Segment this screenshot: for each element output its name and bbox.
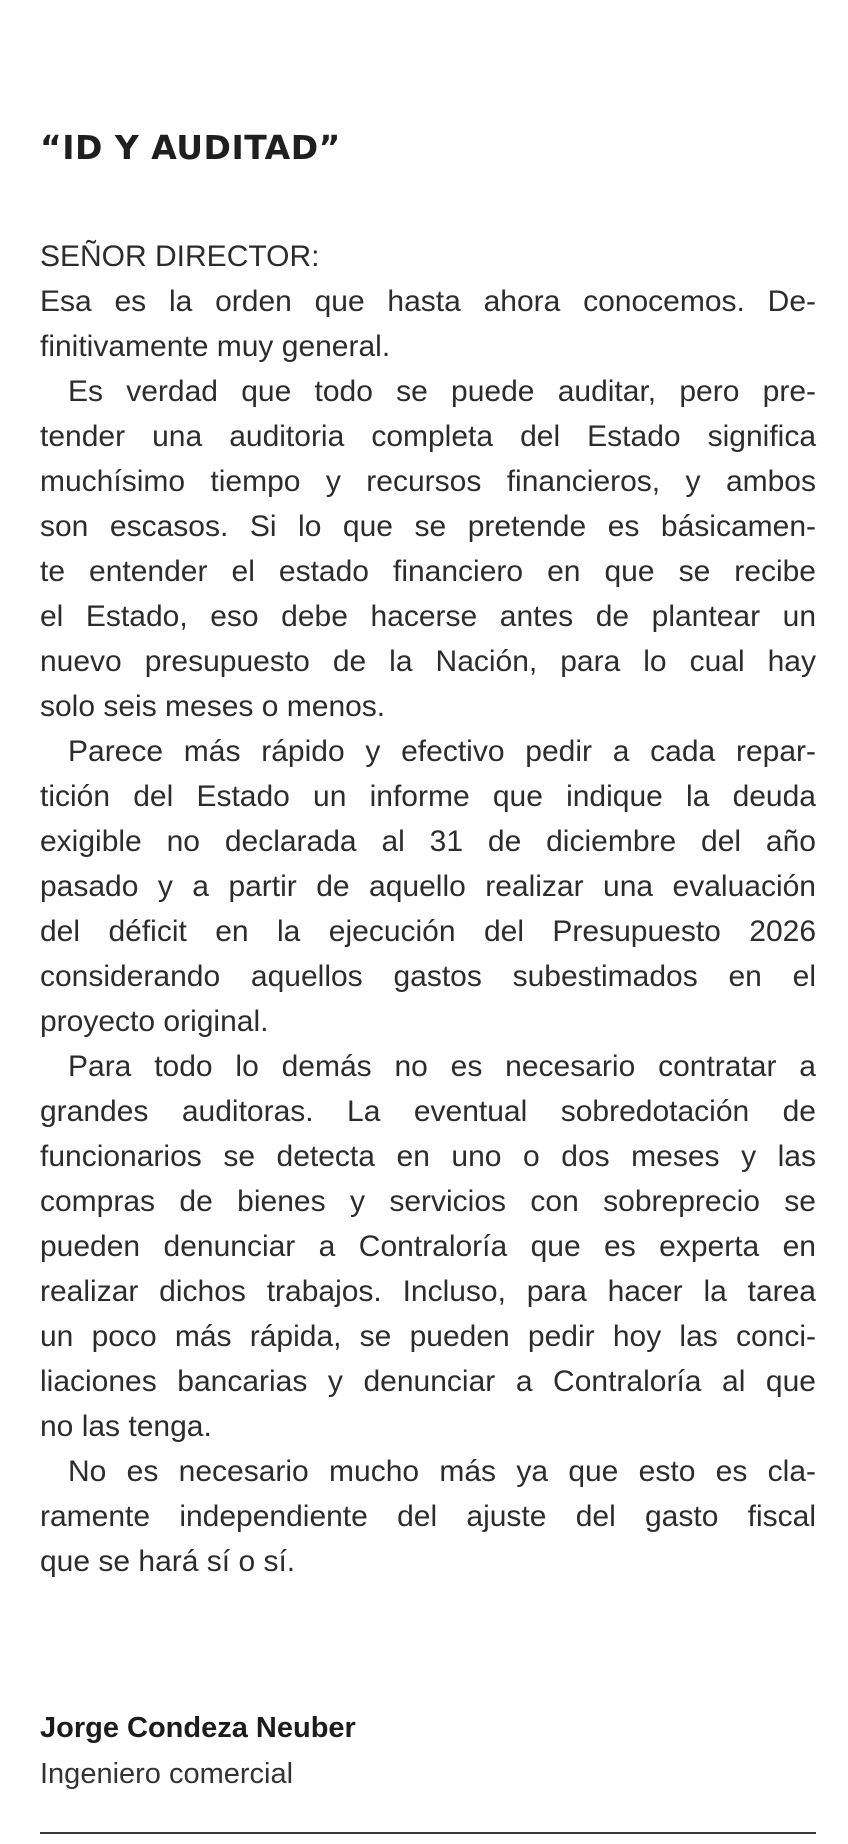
body-line: te entender el estado financiero en que se recibe [40,555,816,588]
body-line: nuevo presupuesto de la Nación, para lo cual hay [40,645,816,678]
body-line: tender una auditoria completa del Estado significa [40,420,816,453]
letter-body [40,234,816,1584]
body-line: pueden denunciar a Contraloría que es experta en [40,1230,816,1263]
salutation: SEÑOR DIRECTOR: [40,240,320,273]
author-name: Jorge Condeza Neuber [40,1712,356,1744]
body-line: que se hará sí o sí. [40,1545,296,1578]
body-line: considerando aquellos gastos subestimados en el [40,960,816,993]
body-line: solo seis meses o menos. [40,690,386,723]
body-line: del déficit en la ejecución del Presupuesto 2026 [40,915,816,948]
body-line: liaciones bancarias y denunciar a Contraloría al que [40,1365,816,1398]
body-line: no las tenga. [40,1410,212,1443]
body-line: Esa es la orden que hasta ahora conocemos. De- [40,285,816,318]
headline: “ID Y AUDITAD” [40,128,341,167]
bottom-divider [40,1832,816,1834]
body-line: realizar dichos trabajos. Incluso, para hacer la tarea [40,1275,816,1308]
body-line: grandes auditoras. La eventual sobredotación de [40,1095,816,1128]
author-title: Ingeniero comercial [40,1758,294,1790]
body-line: funcionarios se detecta en uno o dos meses y las [40,1140,816,1173]
body-line: Para todo lo demás no es necesario contratar a [68,1050,816,1083]
body-line: son escasos. Si lo que se pretende es básicamen- [40,510,816,543]
body-line: ramente independiente del ajuste del gasto fiscal [40,1500,816,1533]
body-line: finitivamente muy general. [40,330,391,363]
body-line: compras de bienes y servicios con sobreprecio se [40,1185,816,1218]
body-line: exigible no declarada al 31 de diciembre del año [40,825,816,858]
body-line: pasado y a partir de aquello realizar una evaluación [40,870,816,903]
body-line: No es necesario mucho más ya que esto es cla- [68,1455,816,1488]
body-line: Es verdad que todo se puede auditar, pero pre- [68,375,816,408]
body-line: el Estado, eso debe hacerse antes de plantear un [40,600,816,633]
body-line: muchísimo tiempo y recursos financieros, y ambos [40,465,816,498]
body-line: un poco más rápida, se pueden pedir hoy las conci- [40,1320,816,1353]
body-line: proyecto original. [40,1005,269,1038]
body-line: tición del Estado un informe que indique la deuda [40,780,816,813]
body-line: Parece más rápido y efectivo pedir a cada repar- [68,735,816,768]
